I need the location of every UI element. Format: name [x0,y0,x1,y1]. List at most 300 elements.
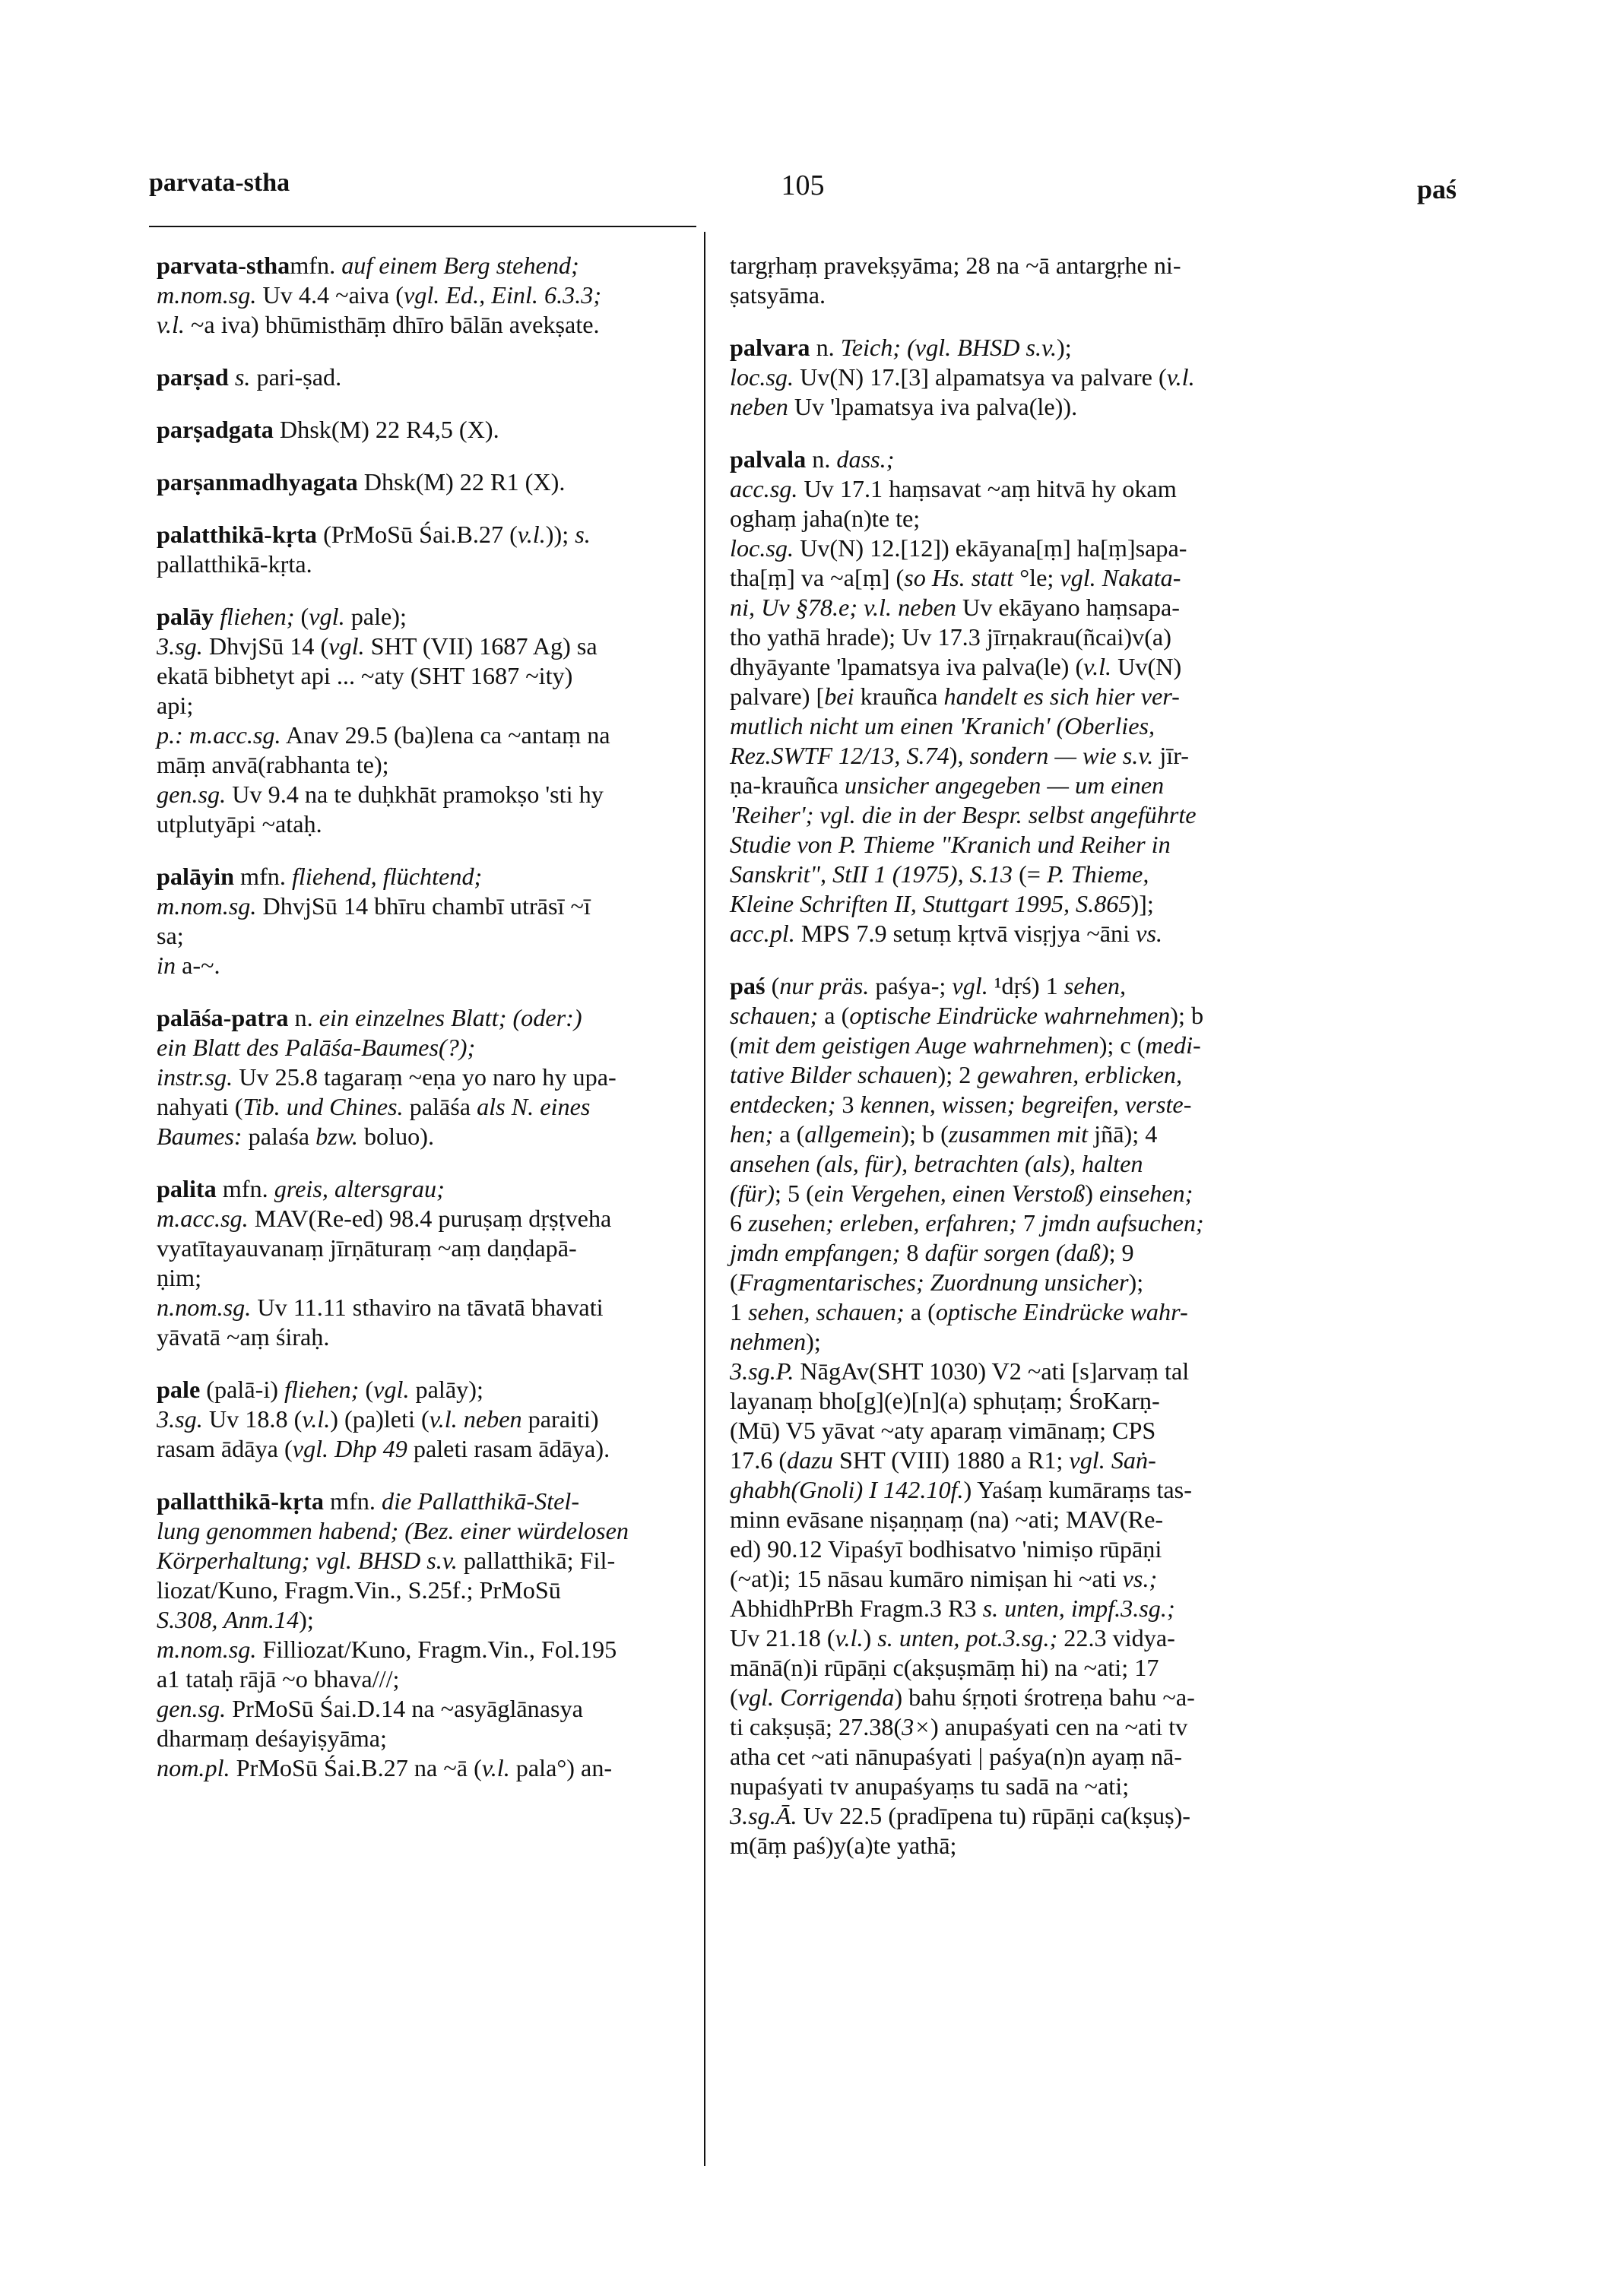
entry-text: 3 [835,1091,861,1118]
entry-line [157,921,689,951]
entry-text: PrMoSū Śai.D.14 na ~asyāglānasya [226,1695,583,1722]
entry-text: Anav 29.5 (ba)lena ca ~antaṃ na [281,721,610,749]
entry-line [730,333,1262,363]
entry-line [730,280,1262,310]
dictionary-entry [730,251,1262,310]
italic-text: sondern — wie s.v. [969,742,1154,769]
entry-line [730,1446,1262,1475]
italic-text: jmdn aufsuchen; [1041,1209,1204,1237]
headword: palāśa-patra [157,1004,289,1031]
dictionary-entry [157,467,689,497]
entry-text: )]; [1130,890,1154,917]
entry-text: Filliozat/Kuno, Fragm.Vin., Fol.195 [256,1636,617,1663]
dictionary-entry [157,520,689,579]
italic-text: zusammen mit [948,1120,1089,1148]
entry-text: mfn. [323,1487,382,1515]
entry-text: pala°) an- [509,1754,613,1781]
entry-line [157,1487,689,1516]
italic-text: dafür sorgen (daß) [924,1239,1109,1266]
entry-line [730,771,1262,800]
entry-text: 6 [730,1209,749,1237]
entry-line [730,889,1262,919]
entry-line [730,1268,1262,1297]
italic-text: v.l. [157,311,185,338]
entry-text: tha[ṃ] va ~a[ṃ] ( [730,564,905,591]
page-number: 105 [781,169,825,201]
headword: parṣadgata [157,416,274,443]
entry-text: api; [157,692,194,719]
entry-text: ti cakṣuṣā; 27.38( [730,1713,902,1740]
dictionary-entry [157,602,689,839]
entry-text: palāśa [403,1093,477,1120]
entry-text: targṛhaṃ pravekṣyāma; 28 na ~ā antargṛhe ni- [730,252,1181,279]
entry-line [730,622,1262,652]
entry-line [730,1149,1262,1179]
italic-text: Körperhaltung; vgl. BHSD s.v. [157,1547,458,1574]
entry-text: n. [288,1004,319,1031]
entry-text: ) anupaśyati cen na ~ati tv [930,1713,1188,1740]
dictionary-entry [157,363,689,392]
dictionary-entry [157,1003,689,1151]
italic-text: Rez.SWTF 12/13, S.74 [730,742,949,769]
entry-text: pari-ṣad. [250,363,342,391]
dictionary-entry [157,1375,689,1464]
header-rule [149,226,696,227]
entry-line [157,415,689,445]
entry-text: ) Yaśaṃ kumāraṃs tas- [963,1476,1192,1503]
entry-line [730,534,1262,563]
italic-text: mit dem geistigen Auge wahrnehmen [737,1031,1099,1059]
entry-text: Uv 21.18 ( [730,1624,835,1652]
italic-text: v.l. [481,1754,510,1781]
entry-line [157,1635,689,1664]
entry-line [157,632,689,661]
italic-text: Teich; (vgl. BHSD s.v. [840,334,1057,361]
italic-text: bei [824,682,854,710]
entry-text: krauñca [854,682,944,710]
entry-text: palaśa [242,1123,316,1150]
dictionary-entry [157,415,689,445]
dictionary-entry [157,862,689,980]
italic-text: einsehen; [1098,1180,1193,1207]
entry-text: paraiti) [521,1405,599,1433]
italic-text: vgl. [309,603,345,630]
entry-line [730,251,1262,280]
entry-text: a-~. [176,952,220,979]
italic-text: ein Blatt des Palāśa-Baumes(?); [157,1034,476,1061]
entry-line [730,919,1262,948]
entry-line [157,1234,689,1263]
entry-text: ) bahu śṛṇoti śrotreṇa bahu ~a- [894,1683,1195,1711]
headword: palāyin [157,863,234,890]
entry-text: Dhsk(M) 22 R1 (X). [357,468,566,496]
italic-text: loc.sg. [730,363,794,391]
italic-text: sehen, schauen; [748,1298,905,1325]
italic-text: v.l. [302,1405,331,1433]
entry-line [730,1386,1262,1416]
italic-text: acc.sg. [730,475,798,502]
left-column [157,251,689,1806]
entry-line [730,1327,1262,1357]
entry-text: mfn. [290,252,342,279]
entry-line [730,1416,1262,1446]
entry-text: atha cet ~ati nānupaśyati | paśya(n)n ayaṃ nā- [730,1743,1182,1770]
entry-text: (PrMoSū Śai.B.27 ( [317,521,518,548]
entry-line [157,1753,689,1783]
entry-text: DhvjSū 14 bhīru chambī utrāsī ~ī [256,892,591,920]
italic-text: P. Thieme, [1046,860,1149,888]
entry-text: SHT (VIII) 1880 a R1; [832,1446,1070,1474]
entry-line [730,474,1262,504]
italic-text: 3.sg.Ā. [730,1802,797,1829]
entry-line [730,1772,1262,1801]
entry-text: 22.3 vidya- [1057,1624,1175,1652]
entry-line [730,1297,1262,1327]
italic-text: jmdn empfangen; [730,1239,901,1266]
italic-text: Fragmentarisches; Zuordnung unsicher [737,1268,1129,1296]
headword: parvata-stha [157,252,290,279]
italic-text: handelt es sich hier ver- [943,682,1180,710]
entry-text: ), [949,742,970,769]
italic-text: die Pallatthikā-Stel- [381,1487,580,1515]
entry-text: ekatā bibhetyt api ... ~aty (SHT 1687 ~ity) [157,662,573,689]
entry-line [157,1576,689,1605]
entry-line [730,1534,1262,1564]
entry-line [730,1742,1262,1772]
italic-text: ein Vergehen, einen Verstoß [813,1180,1086,1207]
headword: palita [157,1175,217,1202]
entry-text: jñā); 4 [1088,1120,1158,1148]
italic-text: v.l. [517,521,546,548]
entry-text: ); [299,1606,314,1633]
italic-text: nur präs. [779,972,870,999]
entry-text: Uv 4.4 ~aiva ( [256,281,404,309]
italic-text: auf einem Berg stehend; [341,252,579,279]
entry-line [730,1238,1262,1268]
italic-text: instr.sg. [157,1063,233,1091]
entry-line [157,1003,689,1033]
italic-text: Baumes: [157,1123,242,1150]
entry-text: (= [1013,860,1047,888]
italic-text: ansehen (als, für), betrachten (als), halten [730,1150,1143,1177]
entry-text: minn evāsane niṣaṇṇaṃ (na) ~ati; MAV(Re- [730,1506,1164,1533]
entry-text: a ( [818,1002,850,1029]
entry-line [730,800,1262,830]
entry-line [157,1033,689,1062]
entry-line [157,1664,689,1694]
entry-line [730,392,1262,422]
italic-text: neben [730,393,788,420]
entry-text: ( [730,1031,738,1059]
entry-text: dharmaṃ deśayiṣyāma; [157,1724,387,1752]
entry-line [730,1801,1262,1831]
italic-text: vgl. [952,972,988,999]
entry-line [157,363,689,392]
italic-text: nehmen [730,1328,807,1355]
italic-text: gen.sg. [157,781,227,808]
entry-text: Uv 9.4 na te duḥkhāt pramokṣo 'sti hy [226,781,604,808]
entry-line [157,1174,689,1204]
italic-text: acc.pl. [730,920,795,947]
entry-line [730,1090,1262,1119]
italic-text: greis, altersgrau; [274,1175,445,1202]
entry-text: ( [294,603,309,630]
entry-text: ¹dṛś) 1 [987,972,1064,999]
headword: palāy [157,603,214,630]
entry-text [229,363,235,391]
entry-line [157,661,689,691]
entry-text: ( [730,1268,738,1296]
entry-line [730,1683,1262,1712]
entry-text: n. [806,445,837,473]
entry-text: Dhsk(M) 22 R4,5 (X). [273,416,499,443]
italic-text: fliehend, flüchtend; [291,863,483,890]
italic-text: 3.sg.P. [730,1357,794,1385]
italic-text: tative Bilder schauen [730,1061,938,1088]
italic-text: m.acc.sg. [157,1205,249,1232]
entry-text: oghaṃ jaha(n)te te; [730,505,921,532]
entry-text: ( [730,1683,738,1711]
italic-text: lung genommen habend; (Bez. einer würdelosen [157,1517,629,1544]
entry-text: Uv 18.8 ( [202,1405,303,1433]
entry-text: dhyāyante 'lpamatsya iva palva(le) ( [730,653,1084,680]
entry-line [157,780,689,809]
italic-text: v.l. [1166,363,1195,391]
entry-line [157,602,689,632]
entry-line [157,720,689,750]
entry-text: mfn. [233,863,292,890]
italic-text: in [157,952,176,979]
italic-text: allgemein [804,1120,902,1148]
headword: palvala [730,445,807,473]
entry-text: Uv 'lpamatsya iva palva(le)). [788,393,1078,420]
entry-line [730,1179,1262,1208]
entry-text: Uv(N) 12.[12]) ekāyana[ṃ] ha[ṃ]sapa- [794,534,1187,562]
dictionary-entry [157,1487,689,1783]
headword: palatthikā-kṛta [157,521,318,548]
italic-text: s. unten, pot.3.sg.; [877,1624,1058,1652]
entry-line [730,860,1262,889]
entry-text: ); [1057,334,1072,361]
entry-line [730,593,1262,622]
entry-line [157,691,689,720]
entry-text: n. [810,334,841,361]
italic-text: optische Eindrücke wahrnehmen [849,1002,1171,1029]
entry-line [730,711,1262,741]
italic-text: gen.sg. [157,1695,227,1722]
dictionary-entry [730,971,1262,1861]
italic-text: ghabh(Gnoli) I 142.10f. [730,1476,964,1503]
entry-text: Uv(N) 17.[3] alpamatsya va palvare ( [794,363,1167,391]
entry-text: m(āṃ paś)y(a)te yathā; [730,1832,957,1859]
entry-line [157,1375,689,1405]
dictionary-entry [730,445,1262,948]
italic-text: unsicher angegeben — um einen [845,771,1165,799]
entry-text: pale); [344,603,407,630]
italic-text: (für) [730,1180,775,1207]
italic-text: kennen, wissen; begreifen, verste- [860,1091,1192,1118]
italic-text: optische Eindrücke wahr- [935,1298,1188,1325]
entry-line [730,1001,1262,1031]
italic-text: sehen, [1064,972,1127,999]
entry-text: 1 [730,1298,749,1325]
entry-text: (palā-i) [200,1376,285,1403]
entry-line [157,310,689,340]
italic-text: 'Reiher'; vgl. die in der Bespr. selbst angeführte [730,801,1197,828]
italic-text: vgl. Saṅ- [1069,1446,1156,1474]
italic-text: vs. [1136,920,1163,947]
italic-text: hen; [730,1120,774,1148]
entry-text: MPS 7.9 setuṃ kṛtvā visṛjya ~āni [794,920,1136,947]
entry-text: ); c ( [1098,1031,1146,1059]
italic-text: dazu [787,1446,833,1474]
entry-text: ); [806,1328,821,1355]
entry-line [730,741,1262,771]
entry-line [730,1564,1262,1594]
italic-text: n.nom.sg. [157,1294,252,1321]
entry-text: mfn. [216,1175,274,1202]
headword: parṣad [157,363,229,391]
entry-text: ~a iva) bhūmisthāṃ dhīro bālān avekṣate. [184,311,600,338]
entry-line [730,363,1262,392]
entry-text: palāy); [409,1376,483,1403]
entry-line [157,1405,689,1434]
entry-text: paśya-; [869,972,953,999]
entry-text: ); [1128,1268,1144,1296]
entry-text: māṃ anvā(rabhanta te); [157,751,389,778]
headword: parṣanmadhyagata [157,468,358,496]
entry-text: ); b [1170,1002,1204,1029]
italic-text: m.nom.sg. [157,281,257,309]
entry-text [214,603,220,630]
entry-text: PrMoSū Śai.B.27 na ~ā ( [230,1754,482,1781]
entry-text: sa; [157,922,184,949]
entry-text: nahyati ( [157,1093,243,1120]
entry-text: ṇim; [157,1264,202,1291]
italic-text: entdecken; [730,1091,836,1118]
italic-text: ein einzelnes Blatt; (oder:) [319,1004,582,1031]
entry-line [730,1594,1262,1623]
entry-line [157,1546,689,1576]
italic-text: vgl. [373,1376,410,1403]
entry-line [730,682,1262,711]
entry-line [157,549,689,579]
italic-text: s. [575,521,591,548]
entry-line [730,1712,1262,1742]
italic-text: Kleine Schriften II, Stuttgart 1995, S.865 [730,890,1131,917]
entry-line [730,1119,1262,1149]
entry-text: paleti rasam ādāya). [407,1435,610,1462]
entry-text: (Mū) V5 yāvat ~aty aparaṃ vimānaṃ; CPS [730,1417,1156,1444]
entry-text: pallatthikā-kṛta. [157,550,312,578]
entry-line [730,1208,1262,1238]
entry-text: pallatthikā; Fil- [457,1547,616,1574]
entry-text: liozat/Kuno, Fragm.Vin., S.25f.; PrMoSū [157,1576,561,1604]
entry-text: DhvjSū 14 ( [202,632,329,660]
italic-text: vgl. Ed., Einl. 6.3.3; [403,281,602,309]
entry-text: mānā(n)i rūpāṇi c(akṣuṣmāṃ hi) na ~ati; 17 [730,1654,1159,1681]
page-header [149,169,1457,214]
entry-line [157,1694,689,1724]
entry-text: 7 [1016,1209,1041,1237]
dictionary-entry [157,251,689,340]
dictionary-entry [730,333,1262,422]
entry-line [730,652,1262,682]
italic-text: s. [234,363,251,391]
entry-text: Uv 25.8 tagaraṃ ~eṇa yo naro hy upa- [233,1063,617,1091]
entry-line [157,951,689,980]
entry-text: AbhidhPrBh Fragm.3 R3 [730,1595,983,1622]
entry-text: jīr- [1153,742,1190,769]
italic-text: vgl. Nakata- [1060,564,1181,591]
entry-text: Uv 22.5 (pradīpena tu) rūpāṇi ca(kṣuṣ)- [797,1802,1191,1829]
entry-text: 17.6 ( [730,1446,788,1474]
entry-line [730,1475,1262,1505]
italic-text: dass.; [836,445,895,473]
entry-text: ṇa-krauñca [730,771,845,799]
entry-line [730,1031,1262,1060]
italic-text: 3.sg. [157,1405,203,1433]
italic-text: vgl. Dhp 49 [292,1435,407,1462]
entry-text: ) [863,1624,878,1652]
entry-text: layanaṃ bho[g](e)[n](a) sphuṭaṃ; ŚroKarṇ- [730,1387,1160,1414]
italic-text: Studie von P. Thieme "Kranich und Reiher in [730,831,1171,858]
italic-text: als N. eines [477,1093,591,1120]
entry-line [730,563,1262,593]
entry-text: ); 2 [937,1061,978,1088]
entry-text: a ( [904,1298,936,1325]
entry-text: (~at)i; 15 nāsau kumāro nimiṣan hi ~ati [730,1565,1123,1592]
italic-text: so Hs. statt [904,564,1014,591]
entry-text: Uv 17.1 haṃsavat ~aṃ hitvā hy okam [797,475,1177,502]
entry-text: ) (pa)leti ( [330,1405,430,1433]
running-head-right: paś [1416,174,1457,204]
entry-line [157,809,689,839]
entry-text: a1 tataḥ rājā ~o bhava///; [157,1665,400,1693]
entry-line [730,1623,1262,1653]
entry-line [157,1516,689,1546]
entry-line [730,1653,1262,1683]
entry-text: )); [545,521,575,548]
entry-text: NāgAv(SHT 1030) V2 ~ati [s]arvaṃ tal [794,1357,1190,1385]
entry-text: ) [1085,1180,1099,1207]
italic-text: zusehen; erleben, erfahren; [748,1209,1017,1237]
italic-text: p.: m.acc.sg. [157,721,281,749]
italic-text: v.l. neben [429,1405,522,1433]
entry-line [157,1122,689,1151]
entry-text: rasam ādāya ( [157,1435,293,1462]
italic-text: bzw. [315,1123,358,1150]
italic-text: m.nom.sg. [157,892,257,920]
entry-line [157,1293,689,1322]
italic-text: nom.pl. [157,1754,230,1781]
italic-text: Sanskrit", StII 1 (1975), S.13 [730,860,1013,888]
entry-line [157,1263,689,1293]
entry-text: Uv 11.11 sthaviro na tāvatā bhavati [251,1294,604,1321]
entry-text: palvare) [ [730,682,825,710]
headword: palvara [730,334,810,361]
entry-text: boluo). [357,1123,435,1150]
entry-line [157,467,689,497]
entry-line [730,1060,1262,1090]
italic-text: fliehen; [284,1376,360,1403]
entry-line [157,251,689,280]
entry-line [157,750,689,780]
running-head-left: parvata-stha [149,169,290,197]
italic-text: vgl. [328,632,365,660]
entry-line [157,1062,689,1092]
entry-line [157,1322,689,1352]
